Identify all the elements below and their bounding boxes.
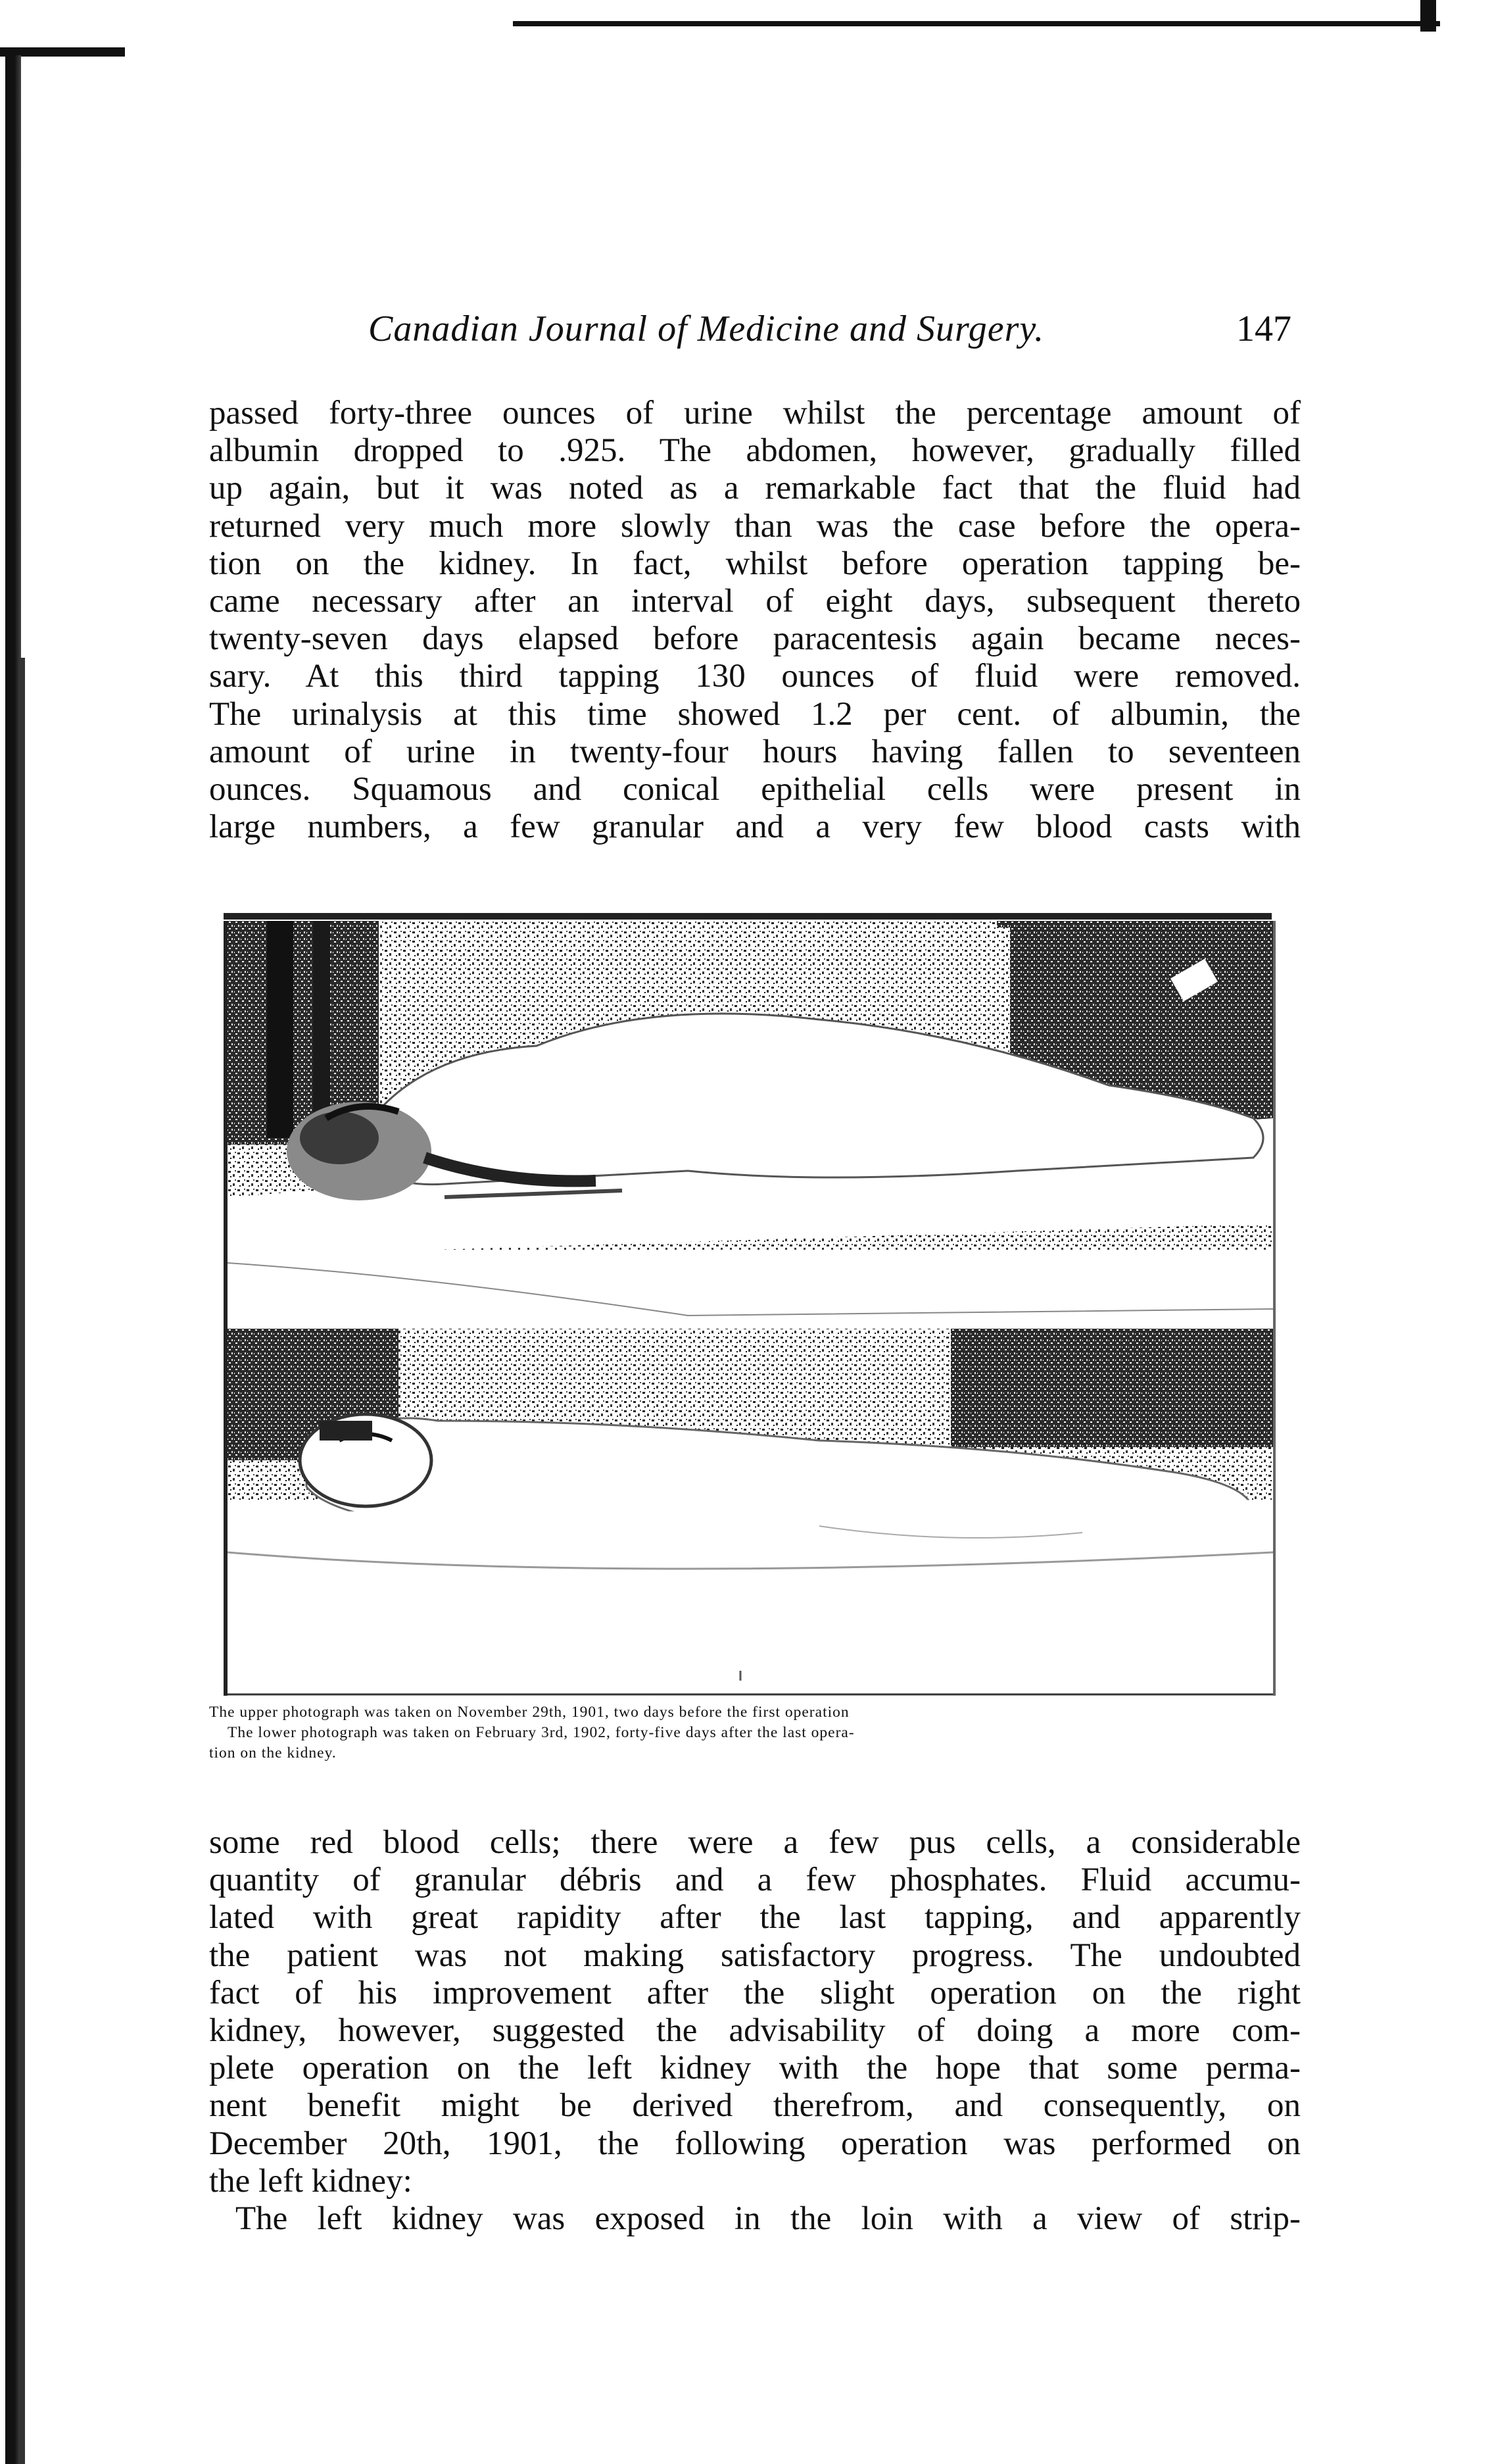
photograph-illustration: [228, 921, 1273, 1696]
text-line: some red blood cells; there were a few pus cells, a considerable: [209, 1824, 1301, 1861]
paragraph-top: [209, 395, 1301, 846]
text-line: tion on the kidney. In fact, whilst before operation tapping be-: [209, 545, 1301, 582]
text-line: lated with great rapidity after the last tapping, and apparently: [209, 1899, 1301, 1936]
scan-left-edge-inner: [20, 658, 25, 2464]
text-line: returned very much more slowly than was the case before the opera-: [209, 507, 1301, 545]
text-line: sary. At this third tapping 130 ounces of fluid were removed.: [209, 658, 1301, 695]
text-line: amount of urine in twenty-four hours having fallen to seventeen: [209, 733, 1301, 770]
caption-line: The lower photograph was taken on February 3rd, 1902, forty-five days after the last opera-: [228, 1724, 855, 1741]
text-line: the left kidney:: [209, 2162, 412, 2200]
paragraph-bottom: [209, 1824, 1301, 2238]
text-line: passed forty-three ounces of urine whilst the percentage amount of: [209, 395, 1301, 431]
running-title: Canadian Journal of Medicine and Surgery.: [368, 308, 1045, 349]
text-line: The urinalysis at this time showed 1.2 per cent. of albumin, the: [209, 695, 1301, 733]
text-line: plete operation on the left kidney with the hope that some perma-: [209, 2050, 1301, 2087]
text-line: quantity of granular débris and a few phosphates. Fluid accumu-: [209, 1861, 1301, 1899]
lower-photograph: [228, 1329, 1273, 1696]
photo-separator: [228, 1250, 1273, 1329]
scan-left-edge: [5, 55, 21, 2464]
scan-top-rule-end: [1420, 0, 1436, 32]
figure-top-border: [224, 913, 1272, 920]
upper-photograph: [228, 921, 1273, 1256]
text-line: up again, but it was noted as a remarkable fact that the fluid had: [209, 470, 1301, 507]
text-line: December 20th, 1901, the following operation was performed on: [209, 2125, 1301, 2162]
scan-top-rule: [513, 18, 1440, 30]
text-line: the patient was not making satisfactory progress. The undoubted: [209, 1936, 1301, 1974]
page-number: 147: [1236, 308, 1291, 349]
caption-line: tion on the kidney.: [209, 1744, 337, 1762]
figure-caption: [209, 1702, 1287, 1763]
text-line: albumin dropped to .925. The abdomen, however, gradually filled: [209, 432, 1301, 470]
text-line: fact of his improvement after the slight operation on the right: [209, 1974, 1301, 2011]
text-line: kidney, however, suggested the advisability of doing a more com-: [209, 2011, 1301, 2049]
text-line: large numbers, a few granular and a very few blood casts with: [209, 808, 1301, 846]
text-line: ounces. Squamous and conical epithelial cells were present in: [209, 770, 1301, 808]
patient-photographs: [224, 921, 1276, 1696]
text-line: nent benefit might be derived therefrom, and consequently, on: [209, 2087, 1301, 2125]
text-line: The left kidney was exposed in the loin with a view of strip-: [235, 2200, 1301, 2237]
text-line: twenty-seven days elapsed before paracentesis again became neces-: [209, 620, 1301, 658]
text-line: came necessary after an interval of eight days, subsequent thereto: [209, 582, 1301, 620]
caption-line: The upper photograph was taken on November 29th, 1901, two days before the first operation: [209, 1704, 850, 1721]
